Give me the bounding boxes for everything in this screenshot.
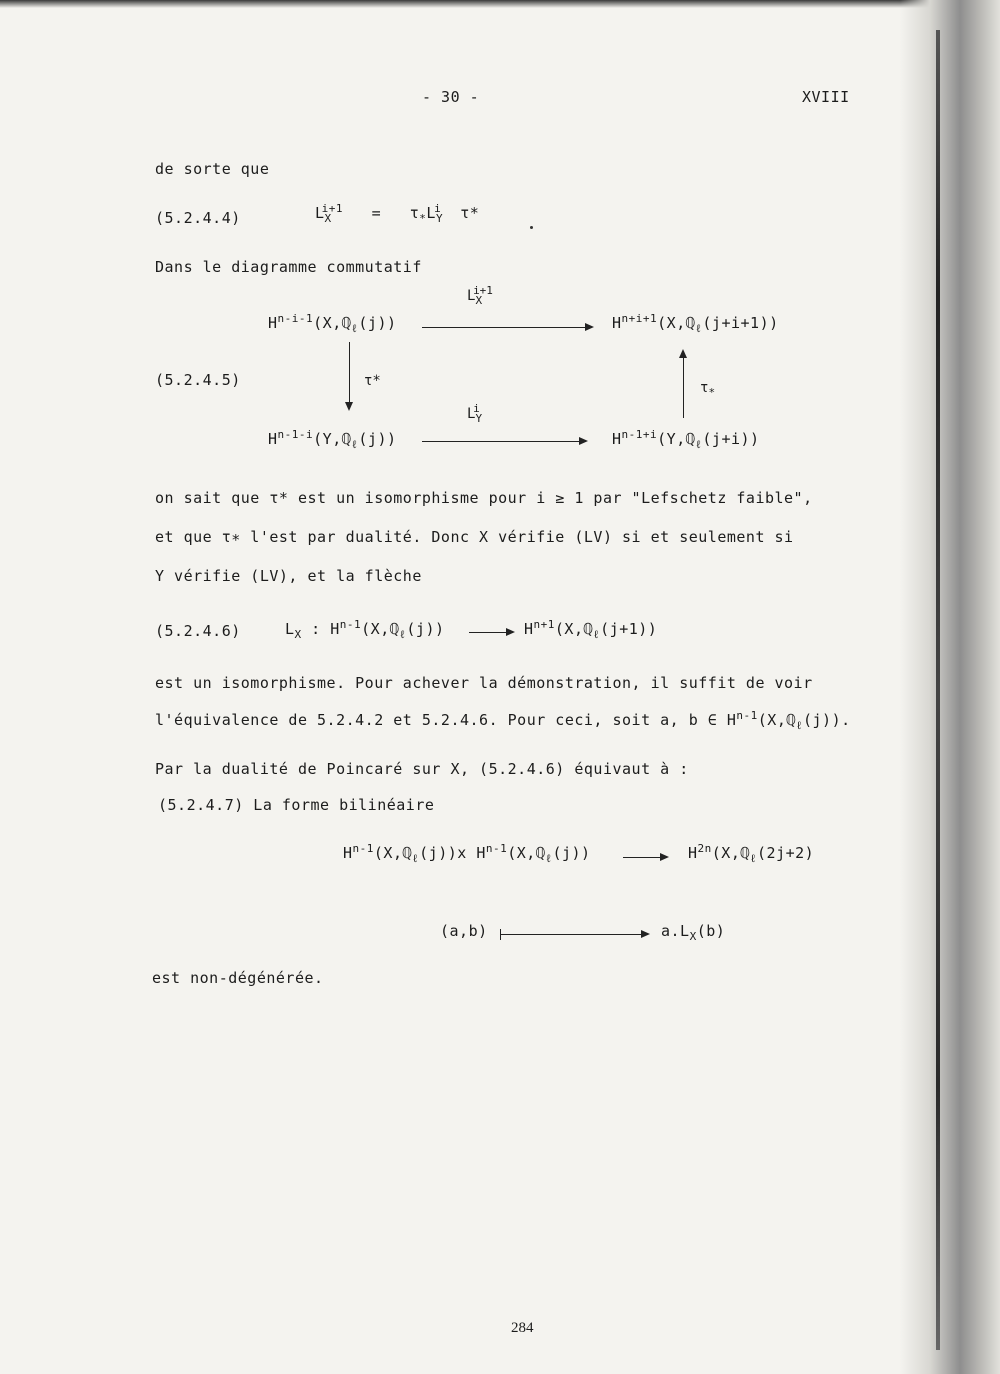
- period-dot: [530, 226, 533, 229]
- text-lequiv-math: $H^{n-1}(X,ℚ_\ell(j))$.: [726, 709, 851, 732]
- text-et-que: et que τ∗ l'est par dualité. Donc X vérifie (LV) si et seulement si: [155, 528, 794, 546]
- text-lequiv-prefix: l'équivalence de 5.2.4.2 et 5.2.4.6. Pour ceci, soit a, b ∈: [155, 711, 718, 729]
- text-on-sait: on sait que τ* est un isomorphisme pour i ≥ 1 par "Lefschetz faible",: [155, 489, 813, 507]
- diagram-bottom-label: $L_Y^i$: [467, 402, 483, 425]
- equation-5246-arrow: [469, 632, 513, 633]
- text-y-verifie: Y vérifie (LV), et la flèche: [155, 567, 422, 585]
- diagram-right-arrow: [683, 352, 684, 418]
- bilinear-arrow: [623, 857, 667, 858]
- page-number-footer: 284: [511, 1320, 534, 1336]
- bilinear-right: $H^{2n}(X,ℚ_\ell(2j+2)$: [688, 842, 815, 865]
- diagram-left-arrow: [349, 342, 350, 408]
- text-lequiv: [155, 709, 851, 732]
- diagram-top-left: $H^{n-i-1}(X,ℚ_\ell(j))$: [268, 312, 397, 335]
- equation-number-5246: (5.2.4.6): [155, 622, 241, 640]
- equation-5244: $L_X^{i+1} = \tau_*L_Y^i$ τ*: [315, 202, 480, 225]
- page-number-header: - 30 -: [422, 88, 480, 106]
- equation-number-5245: (5.2.4.5): [155, 371, 241, 389]
- diagram-top-arrow: [422, 327, 592, 328]
- diagram-top-right: $H^{n+i+1}(X,ℚ_\ell(j+i+1))$: [612, 312, 779, 335]
- diagram-top-label: $L_X^{i+1}$: [467, 284, 493, 307]
- mapsto-arrow: [500, 934, 648, 935]
- scan-binding-shadow: [900, 0, 1000, 1374]
- scan-top-shadow: [0, 0, 1000, 8]
- diagram-left-label: τ*: [364, 373, 381, 389]
- text-est-iso: est un isomorphisme. Pour achever la démonstration, il suffit de voir: [155, 674, 813, 692]
- bilinear-left: $H^{n-1}(X,ℚ_\ell(j))x$ $H^{n-1}(X,ℚ_\ell(j))$: [343, 842, 591, 865]
- diagram-right-label: $\tau_*$: [700, 380, 716, 399]
- map-target: $a.L_X(b)$: [661, 922, 726, 943]
- text-non-deg: est non-dégénérée.: [152, 969, 324, 987]
- equation-5246-left: $L_X$ : $H^{n-1}(X,ℚ_\ell(j))$: [285, 618, 445, 641]
- section-label: XVIII: [802, 88, 850, 106]
- text-de-sorte: de sorte que: [155, 160, 270, 178]
- text-forme: (5.2.4.7) La forme bilinéaire: [158, 796, 435, 814]
- text-par-la: Par la dualité de Poincaré sur X, (5.2.4.6) équivaut à :: [155, 760, 689, 778]
- equation-5246-right: $H^{n+1}(X,ℚ_\ell(j+1))$: [524, 618, 658, 641]
- equation-number-5244: (5.2.4.4): [155, 209, 241, 227]
- text-dans-le: Dans le diagramme commutatif: [155, 258, 422, 276]
- diagram-bottom-left: $H^{n-1-i}(Y,ℚ_\ell(j))$: [268, 428, 397, 451]
- diagram-bottom-right: $H^{n-1+i}(Y,ℚ_\ell(j+i))$: [612, 428, 760, 451]
- binding-edge: [936, 30, 940, 1350]
- map-source: (a,b): [440, 922, 488, 940]
- diagram-bottom-arrow: [422, 441, 586, 442]
